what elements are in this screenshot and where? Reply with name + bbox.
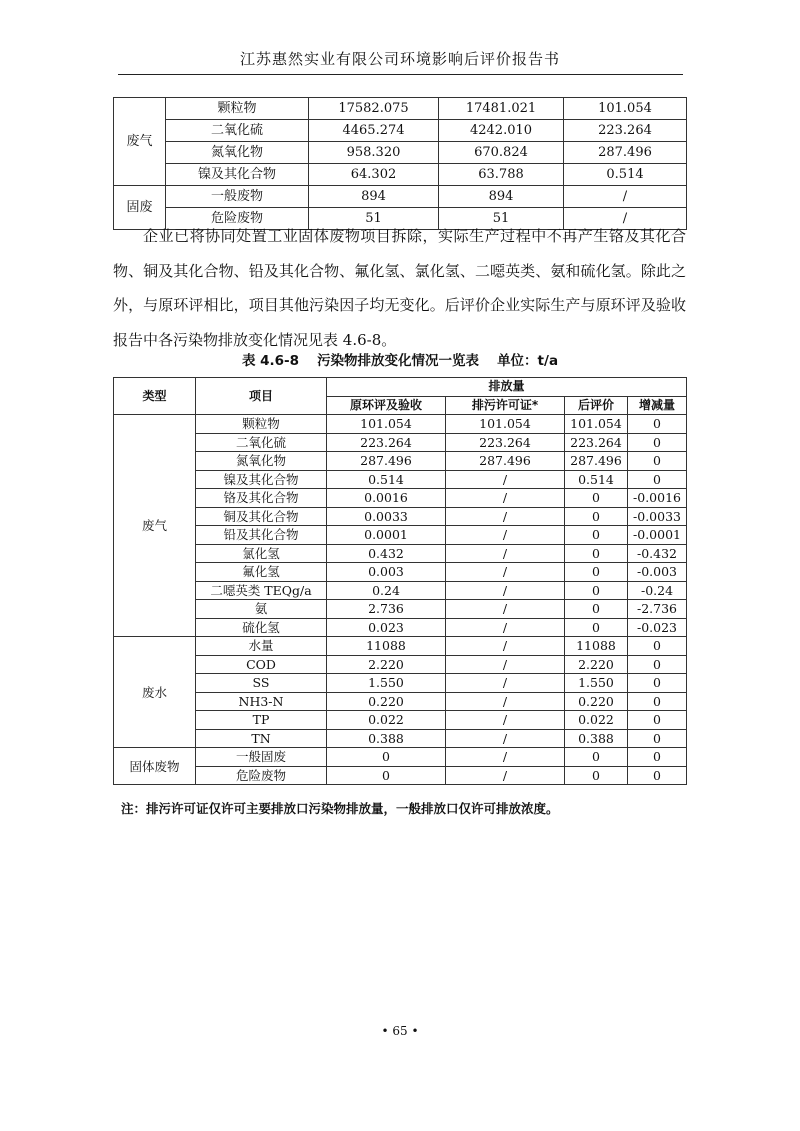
header-emission: 排放量	[327, 378, 687, 397]
table-row	[114, 729, 687, 748]
header-type: 类型	[114, 378, 196, 415]
header-post-evaluation: 后评价	[565, 396, 628, 415]
value-cell: 0	[327, 766, 446, 785]
page-number: • 65 •	[381, 1024, 419, 1038]
value-cell: 0	[628, 692, 687, 711]
table-caption-unit: 单位：t/a	[497, 353, 559, 369]
category-cell: 废气	[114, 415, 196, 637]
value-cell: 11088	[327, 637, 446, 656]
value-cell: 0	[565, 507, 628, 526]
value-cell: 0	[628, 674, 687, 693]
value-cell: 51	[309, 208, 439, 230]
table-row	[114, 98, 687, 120]
table-row	[114, 433, 687, 452]
table-row	[114, 452, 687, 471]
table-header-row	[114, 378, 687, 397]
value-cell: 101.054	[565, 415, 628, 434]
value-cell: 0.388	[565, 729, 628, 748]
value-cell: 0.514	[565, 470, 628, 489]
value-cell: 101.054	[564, 98, 687, 120]
value-cell: /	[564, 186, 687, 208]
value-cell: 0	[628, 766, 687, 785]
item-cell: 铜及其化合物	[196, 507, 327, 526]
item-cell: COD	[196, 655, 327, 674]
value-cell: 0.022	[327, 711, 446, 730]
table-row	[114, 581, 687, 600]
item-cell: 铬及其化合物	[196, 489, 327, 508]
value-cell: 0.0033	[327, 507, 446, 526]
value-cell: 223.264	[564, 120, 687, 142]
item-cell: 氮氧化物	[166, 142, 309, 164]
item-cell: TN	[196, 729, 327, 748]
table-row	[114, 489, 687, 508]
value-cell: 0	[565, 563, 628, 582]
item-cell: 铅及其化合物	[196, 526, 327, 545]
item-cell: 一般废物	[166, 186, 309, 208]
value-cell: 0	[565, 748, 628, 767]
value-cell: -0.0001	[628, 526, 687, 545]
value-cell: 0	[628, 729, 687, 748]
item-cell: 颗粒物	[166, 98, 309, 120]
value-cell: 0.220	[565, 692, 628, 711]
value-cell: 670.824	[439, 142, 564, 164]
table-row	[114, 748, 687, 767]
item-cell: 二氧化硫	[166, 120, 309, 142]
value-cell: 0	[628, 452, 687, 471]
value-cell: 2.220	[327, 655, 446, 674]
category-cell: 废气	[114, 98, 166, 186]
value-cell: 0	[628, 655, 687, 674]
value-cell: -0.0033	[628, 507, 687, 526]
value-cell: /	[446, 692, 565, 711]
table-row	[114, 142, 687, 164]
header-change: 增减量	[628, 396, 687, 415]
value-cell: 0.514	[327, 470, 446, 489]
header-divider	[118, 74, 683, 75]
value-cell: 0	[628, 433, 687, 452]
value-cell: -0.0016	[628, 489, 687, 508]
value-cell: -2.736	[628, 600, 687, 619]
item-cell: NH3-N	[196, 692, 327, 711]
value-cell: 0	[565, 581, 628, 600]
table-caption	[0, 349, 800, 369]
value-cell: 223.264	[446, 433, 565, 452]
value-cell: -0.432	[628, 544, 687, 563]
table-row	[114, 711, 687, 730]
emission-summary-table	[113, 97, 687, 230]
value-cell: /	[446, 470, 565, 489]
value-cell: 0.0001	[327, 526, 446, 545]
table-row	[114, 186, 687, 208]
item-cell: 二噁英类 TEQg/a	[196, 581, 327, 600]
value-cell: 0	[327, 748, 446, 767]
value-cell: 894	[309, 186, 439, 208]
value-cell: 223.264	[327, 433, 446, 452]
item-cell: 二氧化硫	[196, 433, 327, 452]
category-cell: 固体废物	[114, 748, 196, 785]
value-cell: /	[446, 563, 565, 582]
item-cell: 颗粒物	[196, 415, 327, 434]
emission-summary-table-body	[114, 98, 687, 230]
value-cell: 0	[565, 766, 628, 785]
value-cell: 287.496	[327, 452, 446, 471]
table-row	[114, 415, 687, 434]
item-cell: 镍及其化合物	[166, 164, 309, 186]
table-caption-title: 污染物排放变化情况一览表	[317, 353, 480, 369]
value-cell: 0.432	[327, 544, 446, 563]
table-row	[114, 507, 687, 526]
value-cell: 0	[628, 748, 687, 767]
item-cell: 水量	[196, 637, 327, 656]
header-original-eia: 原环评及验收	[327, 396, 446, 415]
value-cell: 0	[565, 489, 628, 508]
value-cell: 0	[565, 618, 628, 637]
value-cell: 223.264	[565, 433, 628, 452]
value-cell: /	[446, 766, 565, 785]
table-row	[114, 692, 687, 711]
table-row	[114, 470, 687, 489]
value-cell: /	[446, 637, 565, 656]
item-cell: 氨	[196, 600, 327, 619]
table-row	[114, 655, 687, 674]
value-cell: 0.388	[327, 729, 446, 748]
value-cell: -0.003	[628, 563, 687, 582]
value-cell: /	[446, 655, 565, 674]
value-cell: 0.514	[564, 164, 687, 186]
value-cell: 2.220	[565, 655, 628, 674]
item-cell: 一般固废	[196, 748, 327, 767]
value-cell: /	[446, 711, 565, 730]
value-cell: 17481.021	[439, 98, 564, 120]
item-cell: SS	[196, 674, 327, 693]
value-cell: /	[446, 674, 565, 693]
value-cell: /	[446, 507, 565, 526]
table-row	[114, 563, 687, 582]
value-cell: 4465.274	[309, 120, 439, 142]
value-cell: 17582.075	[309, 98, 439, 120]
table-row	[114, 120, 687, 142]
value-cell: 64.302	[309, 164, 439, 186]
table-row	[114, 526, 687, 545]
value-cell: 101.054	[327, 415, 446, 434]
table-note: 注：排污许可证仅许可主要排放口污染物排放量，一般排放口仅许可排放浓度。	[121, 801, 559, 816]
table-row	[114, 637, 687, 656]
emission-change-table	[113, 377, 687, 785]
header-item: 项目	[196, 378, 327, 415]
value-cell: -0.24	[628, 581, 687, 600]
value-cell: 0	[628, 470, 687, 489]
item-cell: 氯化氢	[196, 544, 327, 563]
value-cell: 0	[565, 526, 628, 545]
value-cell: 0.220	[327, 692, 446, 711]
value-cell: /	[564, 208, 687, 230]
value-cell: 51	[439, 208, 564, 230]
category-cell: 废水	[114, 637, 196, 748]
header-permit: 排污许可证*	[446, 396, 565, 415]
body-paragraph: 企业已将协同处置工业固体废物项目拆除，实际生产过程中不再产生铬及其化合物、铜及其化合物、铅及其化合物、氟化氢、氯化氢、二噁英类、氨和硫化氢。除此之外，与原环评相比，项目其他污染因子均无变化。后评价企业实际生产与原环评及验收报告中各污染物排放变化情况见表 4.6-8。	[113, 227, 686, 349]
value-cell: 0	[628, 415, 687, 434]
table-row	[114, 766, 687, 785]
value-cell: 0	[565, 600, 628, 619]
value-cell: 894	[439, 186, 564, 208]
value-cell: /	[446, 729, 565, 748]
value-cell: 0.022	[565, 711, 628, 730]
emission-change-table-body	[114, 415, 687, 785]
value-cell: 0	[565, 544, 628, 563]
value-cell: /	[446, 748, 565, 767]
value-cell: /	[446, 489, 565, 508]
table-row	[114, 674, 687, 693]
value-cell: 0.003	[327, 563, 446, 582]
value-cell: 1.550	[565, 674, 628, 693]
value-cell: 0.023	[327, 618, 446, 637]
value-cell: 0.0016	[327, 489, 446, 508]
item-cell: TP	[196, 711, 327, 730]
value-cell: 287.496	[565, 452, 628, 471]
table-row	[114, 618, 687, 637]
value-cell: 4242.010	[439, 120, 564, 142]
value-cell: 1.550	[327, 674, 446, 693]
value-cell: /	[446, 600, 565, 619]
value-cell: 287.496	[564, 142, 687, 164]
value-cell: 0	[628, 711, 687, 730]
value-cell: 0	[628, 637, 687, 656]
item-cell: 镍及其化合物	[196, 470, 327, 489]
value-cell: 958.320	[309, 142, 439, 164]
table-row	[114, 164, 687, 186]
value-cell: 101.054	[446, 415, 565, 434]
value-cell: /	[446, 581, 565, 600]
item-cell: 危险废物	[166, 208, 309, 230]
table-row	[114, 544, 687, 563]
value-cell: 2.736	[327, 600, 446, 619]
value-cell: /	[446, 544, 565, 563]
item-cell: 氮氧化物	[196, 452, 327, 471]
value-cell: 11088	[565, 637, 628, 656]
item-cell: 氟化氢	[196, 563, 327, 582]
table-row	[114, 600, 687, 619]
page-header-title: 江苏惠然实业有限公司环境影响后评价报告书	[239, 50, 560, 68]
value-cell: 0.24	[327, 581, 446, 600]
value-cell: 287.496	[446, 452, 565, 471]
table-caption-number: 表 4.6-8	[241, 353, 300, 369]
item-cell: 硫化氢	[196, 618, 327, 637]
value-cell: 63.788	[439, 164, 564, 186]
value-cell: /	[446, 526, 565, 545]
item-cell: 危险废物	[196, 766, 327, 785]
category-cell: 固废	[114, 186, 166, 230]
value-cell: /	[446, 618, 565, 637]
value-cell: -0.023	[628, 618, 687, 637]
